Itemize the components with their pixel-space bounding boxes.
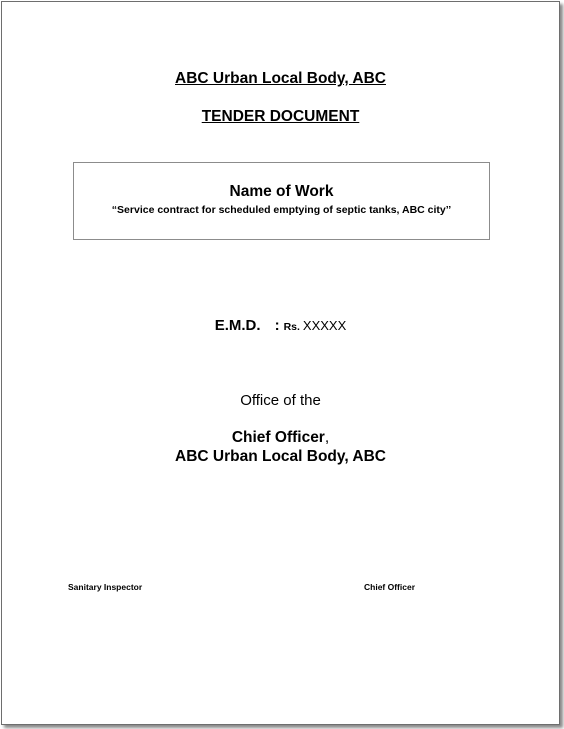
name-of-work-box xyxy=(73,162,490,240)
signature-sanitary-inspector: Sanitary Inspector xyxy=(68,582,143,592)
work-description: “Service contract for scheduled emptying of septic tanks, ABC city’’ xyxy=(111,204,452,216)
chief-officer-line xyxy=(2,429,559,447)
emd-label: E.M.D. xyxy=(214,317,261,334)
document-page xyxy=(1,1,560,725)
document-type-heading: TENDER DOCUMENT xyxy=(201,108,360,125)
office-body-name: ABC Urban Local Body, ABC xyxy=(175,448,386,465)
chief-officer-comma: , xyxy=(324,429,330,446)
organisation-title: ABC Urban Local Body, ABC xyxy=(175,70,386,87)
emd-line xyxy=(2,317,559,334)
emd-currency: Rs. xyxy=(283,321,300,333)
work-heading: Name of Work xyxy=(229,183,334,200)
chief-officer-title: Chief Officer xyxy=(231,429,325,446)
emd-value: XXXXX xyxy=(302,318,347,333)
emd-separator: : xyxy=(274,317,280,334)
signature-chief-officer: Chief Officer xyxy=(364,582,416,592)
office-prefix: Office of the xyxy=(240,392,321,409)
